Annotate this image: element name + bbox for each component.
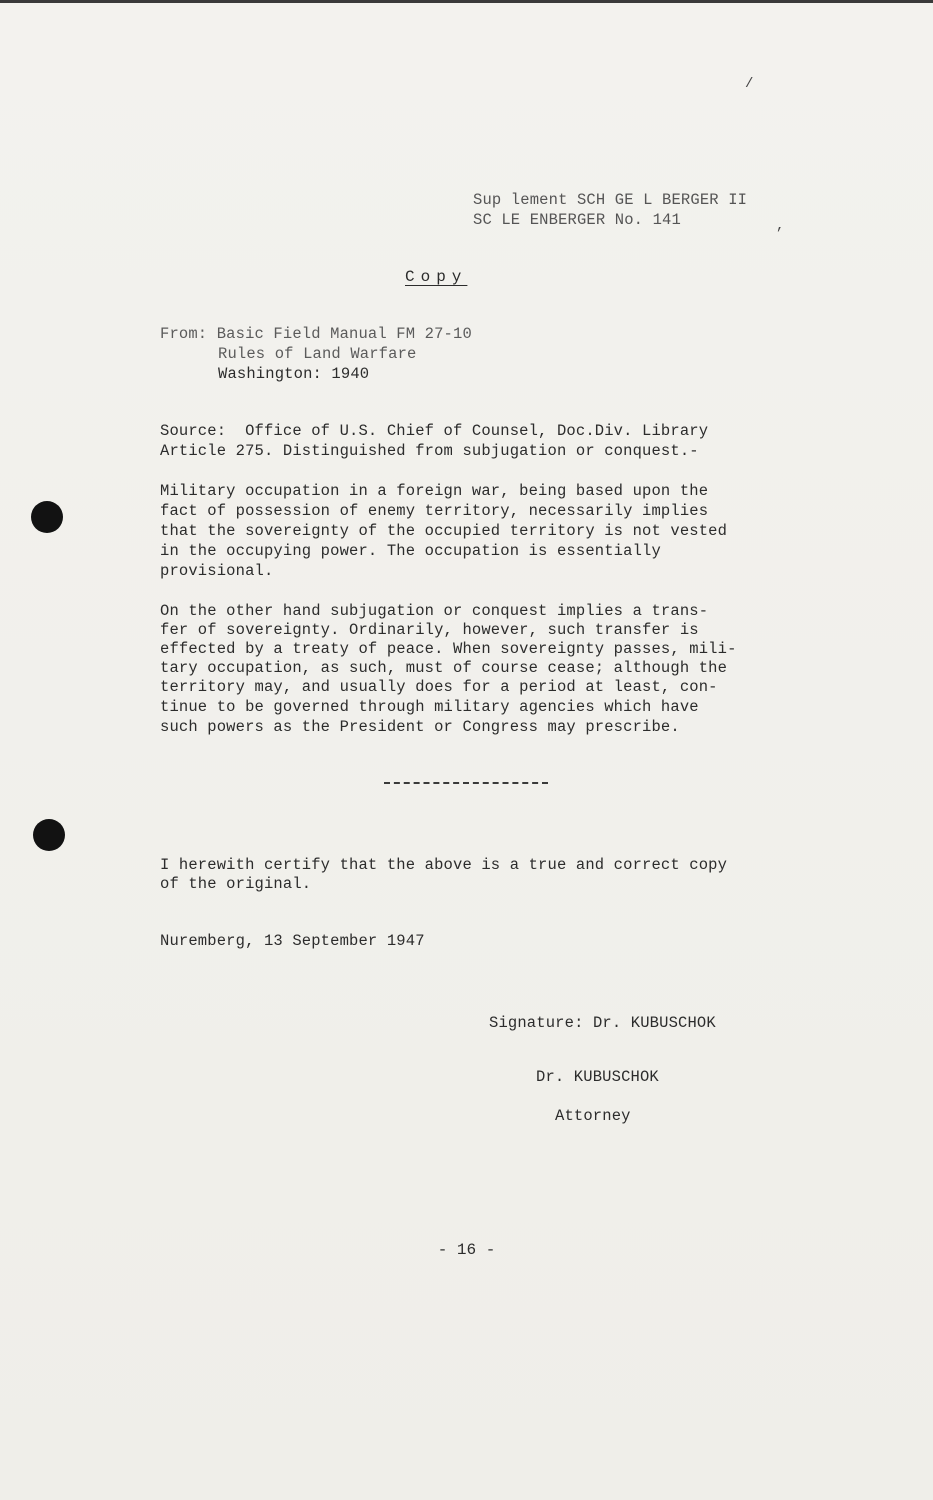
source-place-line: Washington: 1940 xyxy=(218,365,370,383)
section-divider xyxy=(384,782,548,784)
source-rules-line: Rules of Land Warfare xyxy=(218,345,417,363)
paragraph-2-line: On the other hand subjugation or conquest implies a trans- xyxy=(160,602,709,620)
page-number: - 16 - xyxy=(437,1241,496,1259)
punch-hole-upper xyxy=(31,501,63,533)
certification-line: of the original. xyxy=(160,875,312,893)
source-reference: Source: Office of U.S. Chief of Counsel, Doc.Div. Library xyxy=(160,422,709,440)
article-heading: Article 275. Distinguished from subjugation or conquest.- xyxy=(160,442,699,460)
certification-line: I herewith certify that the above is a true and correct copy xyxy=(160,856,728,874)
signatory-role: Attorney xyxy=(555,1107,631,1125)
source-from-line: From: Basic Field Manual FM 27-10 xyxy=(160,325,472,343)
place-and-date: Nuremberg, 13 September 1947 xyxy=(160,932,425,950)
paragraph-2-line: tinue to be governed through military agencies which have xyxy=(160,698,699,716)
document-reference-line-2: SC LE ENBERGER No. 141 xyxy=(473,211,681,229)
paragraph-2-line: effected by a treaty of peace. When sovereignty passes, mili- xyxy=(160,640,737,658)
paragraph-1-line: fact of possession of enemy territory, necessarily implies xyxy=(160,502,709,520)
punch-hole-lower xyxy=(33,819,65,851)
paragraph-1-line: in the occupying power. The occupation is essentially xyxy=(160,542,661,560)
paragraph-1-line: that the sovereignty of the occupied territory is not vested xyxy=(160,522,728,540)
stray-mark-right: , xyxy=(776,218,785,234)
top-border xyxy=(0,0,933,3)
signatory-name: Dr. KUBUSCHOK xyxy=(536,1068,659,1086)
paragraph-2-line: fer of sovereignty. Ordinarily, however, such transfer is xyxy=(160,621,699,639)
paragraph-2-line: territory may, and usually does for a period at least, con- xyxy=(160,678,718,696)
signature-line: Signature: Dr. KUBUSCHOK xyxy=(489,1014,716,1032)
paragraph-1-line: provisional. xyxy=(160,562,274,580)
document-reference-line-1: Sup lement SCH GE L BERGER II xyxy=(473,191,748,209)
paragraph-1-line: Military occupation in a foreign war, being based upon the xyxy=(160,482,709,500)
stray-mark-top: / xyxy=(745,76,754,92)
paragraph-2-line: such powers as the President or Congress may prescribe. xyxy=(160,718,680,736)
paragraph-2-line: tary occupation, as such, must of course cease; although the xyxy=(160,659,728,677)
document-title: Copy xyxy=(405,268,468,286)
